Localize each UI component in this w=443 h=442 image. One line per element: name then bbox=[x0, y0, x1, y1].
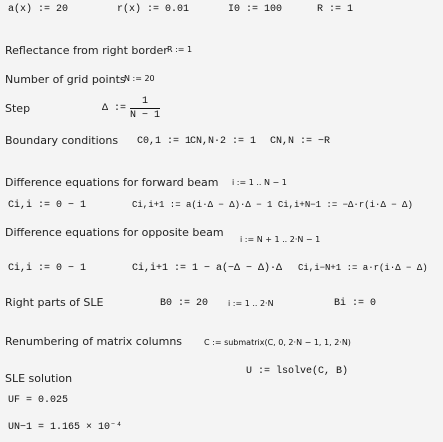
opposite-eq2: Ci,i+1 := 1 − a(−Δ − Δ)·Δ bbox=[132, 263, 283, 274]
step-denominator: N − 1 bbox=[130, 110, 161, 121]
step-fraction bbox=[130, 96, 160, 121]
forward-label: Difference equations for forward beam bbox=[5, 176, 219, 189]
rhs-bi: Bi := 0 bbox=[334, 298, 377, 309]
renumber-expr: C := submatrix(C, 0, 2·N − 1, 1, 2·N) bbox=[204, 338, 351, 347]
step-lhs: Δ := bbox=[102, 103, 127, 114]
reflectance-label: Reflectance from right border bbox=[5, 44, 168, 57]
solution-u1: UF = 0.025 bbox=[8, 395, 69, 406]
param-R: R := 1 bbox=[317, 4, 354, 15]
rhs-range: i := 1 .. 2·N bbox=[228, 299, 274, 308]
solution-u2: UN−1 = 1.165 × 10⁻⁴ bbox=[8, 422, 123, 433]
renumber-label: Renumbering of matrix columns bbox=[5, 335, 183, 348]
solve-expr: U := lsolve(C, B) bbox=[246, 366, 349, 377]
boundary-c1: C0,1 := 1 bbox=[137, 136, 192, 147]
opposite-eq1: Ci,i := 0 − 1 bbox=[8, 263, 87, 274]
opposite-eq3: Ci,i−N+1 := a·r(i·Δ − Δ) bbox=[298, 263, 428, 273]
forward-range: i := 1 .. N − 1 bbox=[232, 178, 287, 187]
param-i0: I0 := 100 bbox=[228, 4, 283, 15]
solution-label: SLE solution bbox=[5, 372, 73, 385]
reflectance-expr: R := 1 bbox=[167, 45, 193, 54]
step-numerator: 1 bbox=[142, 96, 149, 107]
forward-eq1: Ci,i := 0 − 1 bbox=[8, 200, 87, 211]
grid-expr: N := 20 bbox=[124, 74, 155, 83]
opposite-range: i := N + 1 .. 2·N − 1 bbox=[240, 235, 321, 244]
fraction-bar bbox=[130, 108, 160, 109]
boundary-label: Boundary conditions bbox=[5, 134, 119, 147]
param-r: r(x) := 0.01 bbox=[117, 4, 190, 15]
forward-eq2: Ci,i+1 := a(i·Δ − Δ)·Δ − 1 Ci,i+N−1 := −Δ·r(i·Δ − Δ) bbox=[132, 200, 413, 210]
grid-label: Number of grid points bbox=[5, 73, 126, 86]
step-label: Step bbox=[5, 102, 31, 115]
boundary-c3: CN,N := −R bbox=[270, 136, 331, 147]
boundary-c2: CN,N·2 := 1 bbox=[190, 136, 257, 147]
param-a: a(x) := 20 bbox=[8, 4, 69, 15]
opposite-label: Difference equations for opposite beam bbox=[5, 226, 224, 239]
rhs-label: Right parts of SLE bbox=[5, 296, 104, 309]
rhs-b0: B0 := 20 bbox=[160, 298, 209, 309]
